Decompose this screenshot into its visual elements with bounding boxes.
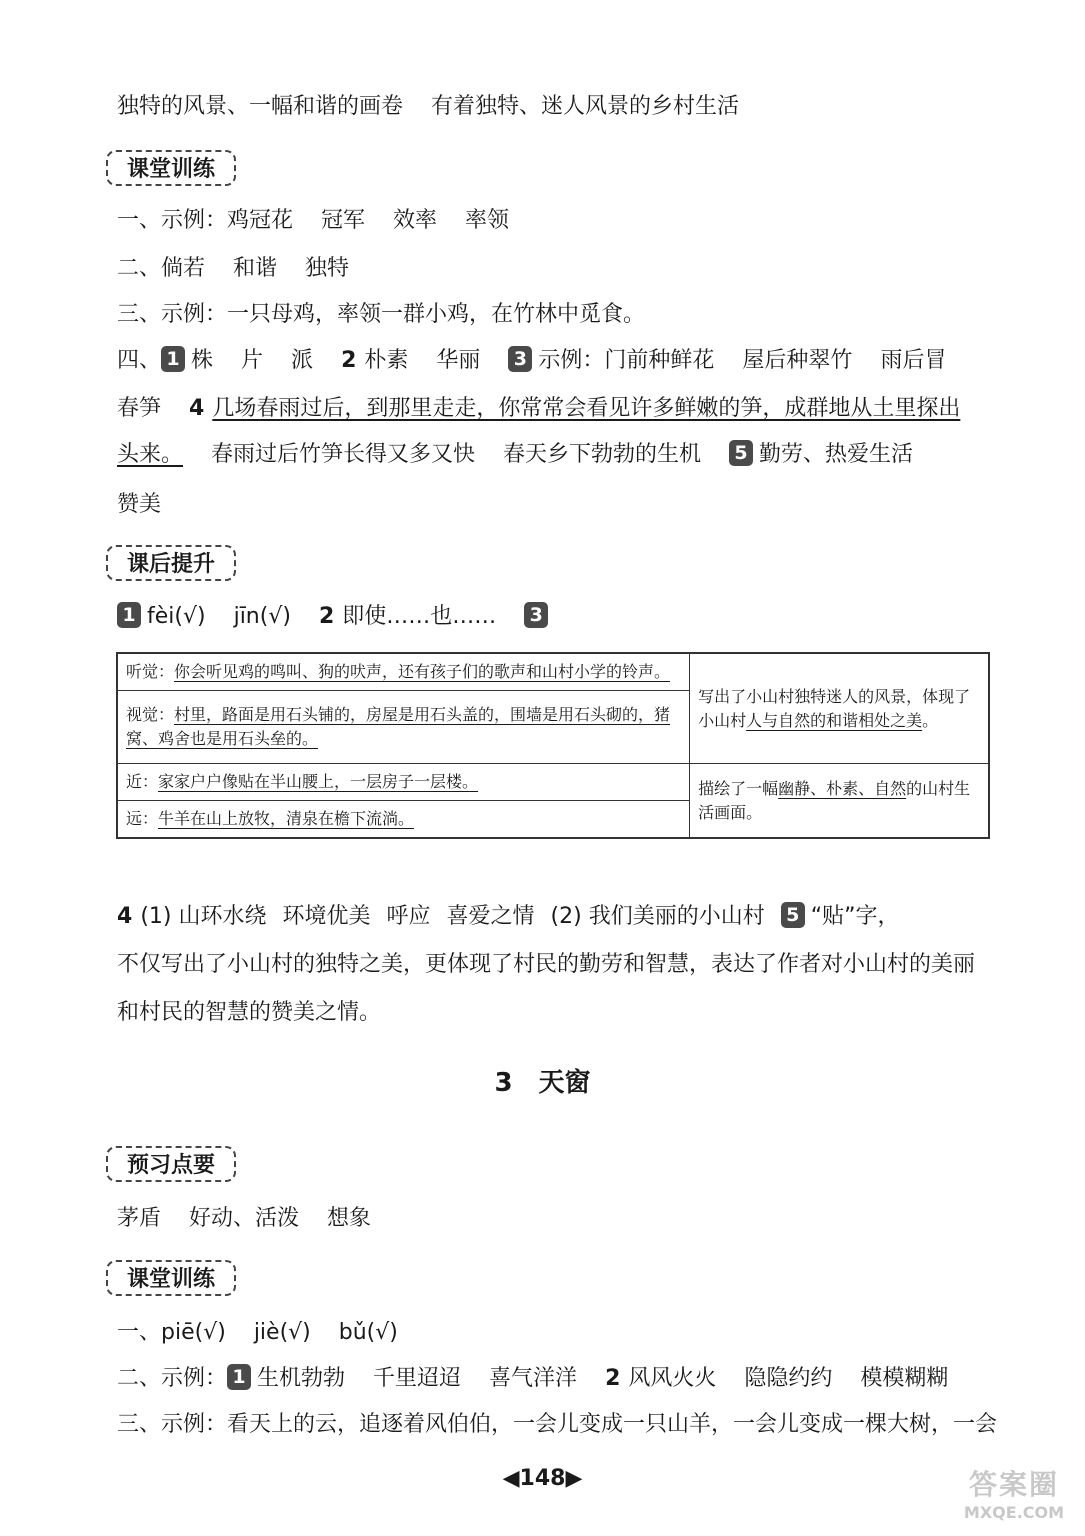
cell-text: 。 [922,710,939,730]
page-number-text: 148 [519,1466,566,1491]
cell-label: 听觉： [126,662,175,681]
answer-text: 即使……也…… [342,604,497,629]
watermark-text: 答案圈 [968,1468,1059,1501]
underlined-text: 头来。 [117,442,184,467]
underlined-text: 几场春雨过后，到那里走走，你常常会看见许多鲜嫩的笋，成群地从土里探出 [212,396,961,421]
answer-text: bǔ(√) [338,1320,398,1345]
answer-text: 株 [191,348,214,373]
number-label: 4 [117,904,133,929]
answer-text: 雨后冒 [880,348,947,373]
answer-text: 独特的风景、一幅和谐的画卷 [117,94,404,119]
answer-line [117,254,349,284]
number-badge: 3 [508,346,532,372]
answer-text: 和村民的智慧的赞美之情。 [117,1000,382,1025]
triangle-right-icon: ▶ [565,1466,583,1491]
answer-line [117,1204,371,1234]
answer-text: 想象 [327,1206,372,1231]
section-header-ketang2: 课堂训练 [106,1260,236,1296]
number-badge: 5 [729,440,753,466]
answer-text: 赞美 [117,492,162,517]
answer-text: 派 [291,348,314,373]
answer-text: 环境优美 [282,904,371,929]
number-label: 2 [341,348,357,373]
answer-text: 一、piē(√) [117,1320,226,1345]
answer-table [116,652,990,839]
answer-text: 不仅写出了小山村的独特之美，更体现了村民的勤劳和智慧，表达了作者对小山村的美丽 [117,952,976,977]
cell-label: 远： [126,809,159,828]
section-header-kehou: 课后提升 [106,545,236,581]
answer-text: 和谐 [233,256,278,281]
answer-text: 独特 [305,256,350,281]
page-number [0,1466,1085,1491]
answer-text: 千里迢迢 [373,1366,462,1391]
number-badge: 1 [161,346,185,372]
section-header-ketang: 课堂训练 [106,150,236,186]
number-label: 4 [189,396,205,421]
cell-text: 写出了小山村独特迷人的风景，体现了小山村 [698,686,971,730]
cell-label: 视觉： [126,705,175,724]
underlined-text: 你会听见鸡的鸣叫、狗的吠声，还有孩子们的歌声和山村小学的铃声。 [174,662,671,681]
table-cell [117,764,690,801]
cell-text: 的山村生活画面。 [698,778,971,822]
answer-line [117,1364,948,1394]
answer-text: 一、示例：鸡冠花 [117,208,294,233]
answer-line [117,394,960,424]
table-row [117,764,989,801]
answer-line [117,998,381,1028]
answer-text: 喜气洋洋 [489,1366,578,1391]
answer-text: 茅盾 [117,1206,162,1231]
answer-text: 效率 [393,208,438,233]
answer-text: 生机勃勃 [257,1366,346,1391]
answer-text: 好动、活泼 [189,1206,300,1231]
section-header-yuxi: 预习点要 [106,1146,236,1182]
answer-line [117,602,554,632]
table-cell [117,653,690,691]
chapter-title: 3 天窗 [494,1068,591,1098]
answer-text: 隐隐约约 [744,1366,833,1391]
answer-text: 春天乡下勃勃的生机 [503,442,702,467]
answer-text: 朴素 [364,348,409,373]
answer-text: 冠军 [321,208,366,233]
cell-label: 近： [126,772,159,791]
underlined-text: 牛羊在山上放牧，清泉在檐下流淌。 [158,809,415,828]
answer-text: jiè(√) [253,1320,311,1345]
answer-line [117,300,645,330]
answer-text: (2) 我们美丽的小山村 [550,904,765,929]
answer-text: jīn(√) [233,604,291,629]
table-cell [117,801,690,839]
table-row [117,653,989,691]
answer-text: 呼应 [386,904,431,929]
answer-line [117,92,739,122]
number-badge: 1 [227,1364,251,1390]
answer-text: (1) 山环水绕 [140,904,267,929]
watermark-logo [952,1468,1076,1528]
answer-text: 率领 [465,208,510,233]
table-cell [690,653,989,764]
answer-text: 风风火火 [628,1366,717,1391]
answer-text: 二、倘若 [117,256,206,281]
answer-line [117,950,975,980]
answer-line [117,440,913,470]
answer-line [117,346,946,376]
answer-text: 勤劳、热爱生活 [759,442,914,467]
number-label: 2 [318,604,335,629]
number-label: 2 [605,1366,621,1391]
watermark-url: MXQE.COM [963,1503,1065,1522]
answer-text: 三、示例：看天上的云，追逐着风伯伯，一会儿变成一只山羊，一会儿变成一棵大树，一会 [117,1412,998,1437]
answer-line [117,902,900,932]
table-cell [690,764,989,839]
answer-text: 春笋 [117,396,162,421]
answer-line [117,1410,997,1440]
answer-line [117,1318,398,1348]
answer-text: 春雨过后竹笋长得又多又快 [211,442,476,467]
answer-text: 屋后种翠竹 [742,348,853,373]
number-badge: 1 [117,602,141,628]
underlined-text: 人与自然的和谐相处之美 [746,710,923,730]
underlined-text: 家家户户像贴在半山腰上，一层房子一层楼。 [158,772,479,791]
answer-text: 二、示例： [117,1366,228,1391]
underlined-text: 村里，路面是用石头铺的，房屋是用石头盖的，围墙是用石头砌的，猪窝、鸡舍也是用石头垒的。 [126,705,671,748]
answer-text: 片 [241,348,264,373]
number-badge: 3 [524,602,548,628]
answer-text: “贴”字， [810,904,900,929]
answer-text: fèi(√) [147,604,206,629]
answer-text: 三、示例：一只母鸡，率领一群小鸡，在竹林中觅食。 [117,302,646,327]
number-badge: 5 [781,902,805,928]
answer-text: 华丽 [436,348,481,373]
underlined-text: 幽静、朴素、自然 [778,778,907,798]
answer-text: 四、 [117,348,162,373]
answer-text: 喜爱之情 [446,904,535,929]
table-cell [117,691,690,764]
answer-text: 示例：门前种鲜花 [538,348,715,373]
answer-text: 模模糊糊 [860,1366,949,1391]
triangle-left-icon: ◀ [502,1466,520,1491]
answer-text: 有着独特、迷人风景的乡村生活 [431,94,740,119]
cell-text: 描绘了一幅 [698,778,779,798]
answer-line [117,206,509,236]
answer-line [117,490,161,520]
